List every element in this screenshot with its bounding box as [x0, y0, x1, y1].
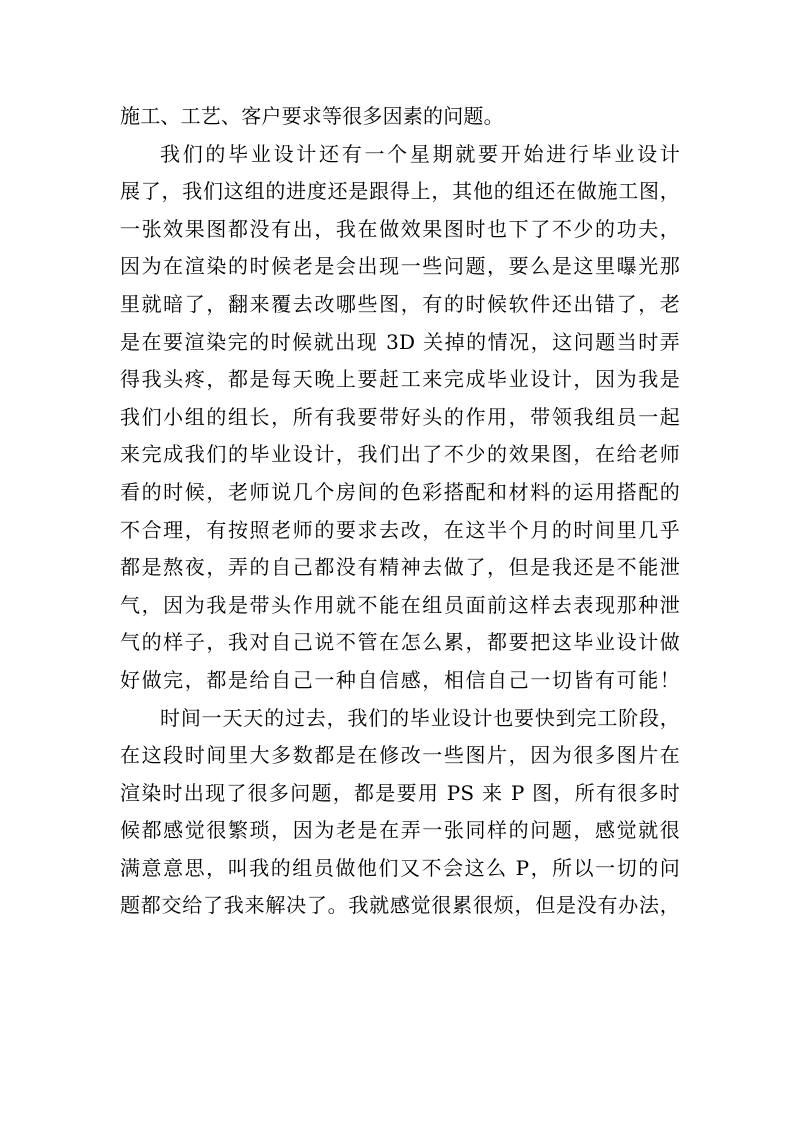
text-line: 一张效果图都没有出，我在做效果图时也下了不少的功夫，	[120, 216, 680, 241]
text-line: 不合理，有按照老师的要求去改，在这半个月的时间里几乎	[120, 517, 680, 542]
text-line: 题都交给了我来解决了。我就感觉很累很烦，但是没有办法，	[120, 893, 680, 918]
text-line: 气，因为我是带头作用就不能在组员面前这样去表现那种泄	[120, 592, 680, 617]
text-line: 施工、工艺、客户要求等很多因素的问题。	[120, 104, 504, 128]
text-line: 时间一天天的过去，我们的毕业设计也要快到完工阶段，	[160, 705, 680, 730]
text-line: 我们小组的组长，所有我要带好头的作用，带领我组员一起	[120, 404, 680, 429]
text-line: 因为在渲染的时候老是会出现一些问题，要么是这里曝光那	[120, 254, 680, 279]
text-line: 气的样子，我对自己说不管在怎么累，都要把这毕业设计做	[120, 630, 680, 655]
text-line: 来完成我们的毕业设计，我们出了不少的效果图，在给老师	[120, 442, 680, 467]
text-line: 在这段时间里大多数都是在修改一些图片，因为很多图片在	[120, 743, 680, 768]
text-line: 好做完，都是给自己一种自信感，相信自己一切皆有可能！	[120, 667, 680, 692]
text-line: 渲染时出现了很多问题，都是要用 PS 来 P 图，所有很多时	[120, 780, 680, 805]
text-line: 得我头疼，都是每天晚上要赶工来完成毕业设计，因为我是	[120, 367, 680, 392]
text-line: 展了，我们这组的进度还是跟得上，其他的组还在做施工图，	[120, 179, 680, 204]
text-line: 满意意思，叫我的组员做他们又不会这么 P，所以一切的问	[120, 855, 680, 880]
text-line: 里就暗了，翻来覆去改哪些图，有的时候软件还出错了，老	[120, 291, 680, 316]
text-line: 看的时候，老师说几个房间的色彩搭配和材料的运用搭配的	[120, 479, 680, 504]
text-line: 候都感觉很繁琐，因为老是在弄一张同样的问题，感觉就很	[120, 818, 680, 843]
text-line: 是在要渲染完的时候就出现 3D 关掉的情况，这问题当时弄	[120, 329, 680, 354]
text-line: 都是熬夜，弄的自己都没有精神去做了，但是我还是不能泄	[120, 555, 680, 580]
document-body	[120, 98, 680, 925]
text-line: 我们的毕业设计还有一个星期就要开始进行毕业设计	[160, 141, 680, 166]
